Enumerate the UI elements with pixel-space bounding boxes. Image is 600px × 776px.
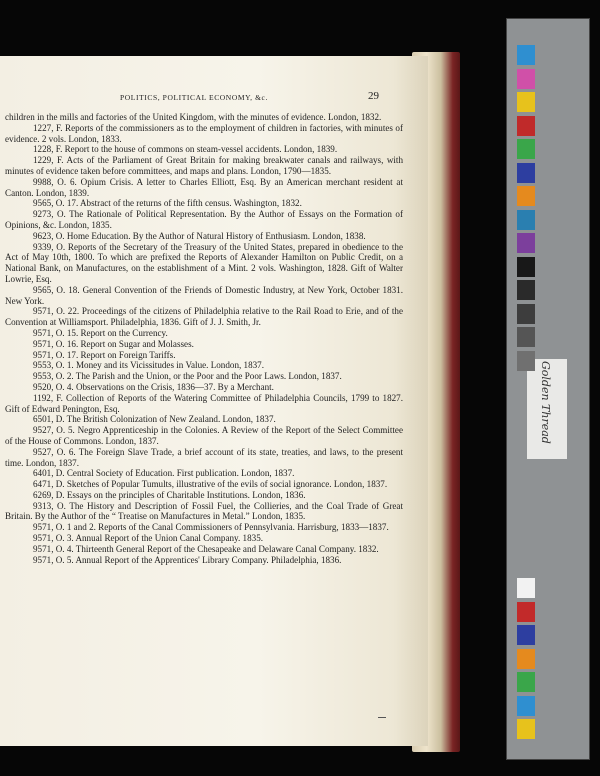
color-swatch bbox=[517, 139, 535, 159]
color-swatch bbox=[517, 696, 535, 716]
catalog-entry: 1227, F. Reports of the commissioners as to the employment of children in factories, with minutes of evidence. 2 vols. London, 1833. bbox=[5, 122, 403, 144]
color-swatch bbox=[517, 327, 535, 347]
catalog-entry: 9565, O. 17. Abstract of the returns of the fifth census. Washington, 1832. bbox=[33, 198, 302, 209]
color-swatch bbox=[517, 116, 535, 136]
color-swatch bbox=[517, 163, 535, 183]
catalog-entry: 9571, O. 3. Annual Report of the Union Canal Company. 1835. bbox=[33, 533, 264, 544]
color-swatch bbox=[517, 257, 535, 277]
running-title: POLITICS, POLITICAL ECONOMY, &c. bbox=[120, 93, 268, 102]
color-checker-strip bbox=[506, 18, 590, 760]
catalog-entry: 9553, O. 1. Money and its Vicissitudes in Value. London, 1837. bbox=[33, 360, 264, 371]
catalog-entry: 9553, O. 2. The Parish and the Union, or the Poor and the Poor Laws. London, 1837. bbox=[33, 371, 342, 382]
color-swatch bbox=[517, 649, 535, 669]
color-swatch bbox=[517, 602, 535, 622]
footer-dash bbox=[378, 717, 386, 718]
catalog-entry: 6501, D. The British Colonization of New Zealand. London, 1837. bbox=[33, 414, 276, 425]
catalog-entry: 9571, O. 4. Thirteenth General Report of the Chesapeake and Delaware Canal Company. 1832. bbox=[33, 543, 379, 554]
color-swatch bbox=[517, 233, 535, 253]
color-swatch bbox=[517, 186, 535, 206]
page-number: 29 bbox=[368, 90, 379, 102]
catalog-entry: 9527, O. 5. Negro Apprenticeship in the Colonies. A Review of the Report of the Select Committee of the House of Commons. London, 1837. bbox=[5, 425, 403, 446]
running-header bbox=[0, 90, 400, 108]
catalog-entry: children in the mills and factories of the United Kingdom, with the minutes of evidence. London, 1832. bbox=[5, 112, 382, 122]
catalog-entry: 9571, O. 5. Annual Report of the Apprentices' Library Company. Philadelphia, 1836. bbox=[33, 554, 342, 565]
catalog-entry: 9571, O. 16. Report on Sugar and Molasses. bbox=[33, 338, 194, 349]
golden-thread-label: Golden Thread bbox=[539, 361, 552, 444]
catalog-entry: 9565, O. 18. General Convention of the Friends of Domestic Industry, at New York, October 1831. New York. bbox=[5, 284, 403, 306]
color-swatch bbox=[517, 45, 535, 65]
color-swatch bbox=[517, 672, 535, 692]
catalog-entry: 9527, O. 6. The Foreign Slave Trade, a brief account of its state, treaties, and laws, to the present time. London, 1837. bbox=[5, 446, 403, 468]
catalog-entry: 6401, D. Central Society of Education. First publication. London, 1837. bbox=[33, 468, 295, 479]
color-swatch bbox=[517, 351, 535, 371]
catalog-entry: 9313, O. The History and Description of Fossil Fuel, the Collieries, and the Coal Trade of Great Britain. By the Author of the “ Treatise on Manufactures in Metal.” London, 1835. bbox=[5, 500, 403, 522]
catalog-entry: 1229, F. Acts of the Parliament of Great Britain for making breakwater canals and railways, with minutes of evidence taken before committees, and maps and plans. London, 1790—1835. bbox=[5, 155, 403, 176]
catalog-entry: 9571, O. 1 and 2. Reports of the Canal Commissioners of Pennsylvania. Harrisburg, 1833—1837. bbox=[33, 522, 389, 533]
golden-thread-label-panel bbox=[527, 359, 567, 459]
catalog-entries bbox=[5, 112, 403, 565]
catalog-entry: 9273, O. The Rationale of Political Representation. By the Author of Essays on the Formation of Opinions, &c. London, 1835. bbox=[5, 209, 403, 230]
catalog-entry: 9571, O. 22. Proceedings of the citizens of Philadelphia relative to the Rail Road to Erie, and of the Convention at Williamsport. Philadelphia, 1836. Gift of J. J. Smith, Jr. bbox=[5, 306, 403, 328]
catalog-entry: 9988, O. 6. Opium Crisis. A letter to Charles Elliott, Esq. By an American merchant resident at Canton. London, 1839. bbox=[5, 176, 403, 198]
color-swatch bbox=[517, 719, 535, 739]
catalog-entry: 9339, O. Reports of the Secretary of the Treasury of the United States, prepared in obedience to the Act of May 10th, 1800. To which are prefixed the Reports of Alexander Hamilton on Public Credit, on a National Bank, on Manufactures, on the establishment of a Mint. 2 vols. Washington, 1828. Gift of Walter Lowrie, Esq. bbox=[5, 241, 403, 284]
catalog-entry: 9520, O. 4. Observations on the Crisis, 1836—37. By a Merchant. bbox=[33, 381, 274, 392]
catalog-entry: 9623, O. Home Education. By the Author of Natural History of Enthusiasm. London, 1838. bbox=[33, 230, 366, 241]
catalog-entry: 1228, F. Report to the house of commons on steam-vessel accidents. London, 1839. bbox=[33, 144, 338, 155]
color-swatch bbox=[517, 304, 535, 324]
color-swatch bbox=[517, 92, 535, 112]
catalog-entry: 9571, O. 17. Report on Foreign Tariffs. bbox=[33, 349, 176, 360]
catalog-entry: 6471, D. Sketches of Popular Tumults, illustrative of the evils of social ignorance. London, 1837. bbox=[33, 479, 388, 490]
color-swatch bbox=[517, 280, 535, 300]
catalog-entry: 1192, F. Collection of Reports of the Watering Committee of Philadelphia Councils, 1799 to 1827. Gift of Edward Penington, Esq. bbox=[5, 392, 403, 414]
color-swatch bbox=[517, 625, 535, 645]
catalog-entry: 6269, D. Essays on the principles of Charitable Institutions. London, 1836. bbox=[33, 489, 306, 500]
catalog-entry: 9571, O. 15. Report on the Currency. bbox=[33, 327, 168, 338]
color-swatch bbox=[517, 578, 535, 598]
color-swatch bbox=[517, 69, 535, 89]
color-swatch bbox=[517, 210, 535, 230]
